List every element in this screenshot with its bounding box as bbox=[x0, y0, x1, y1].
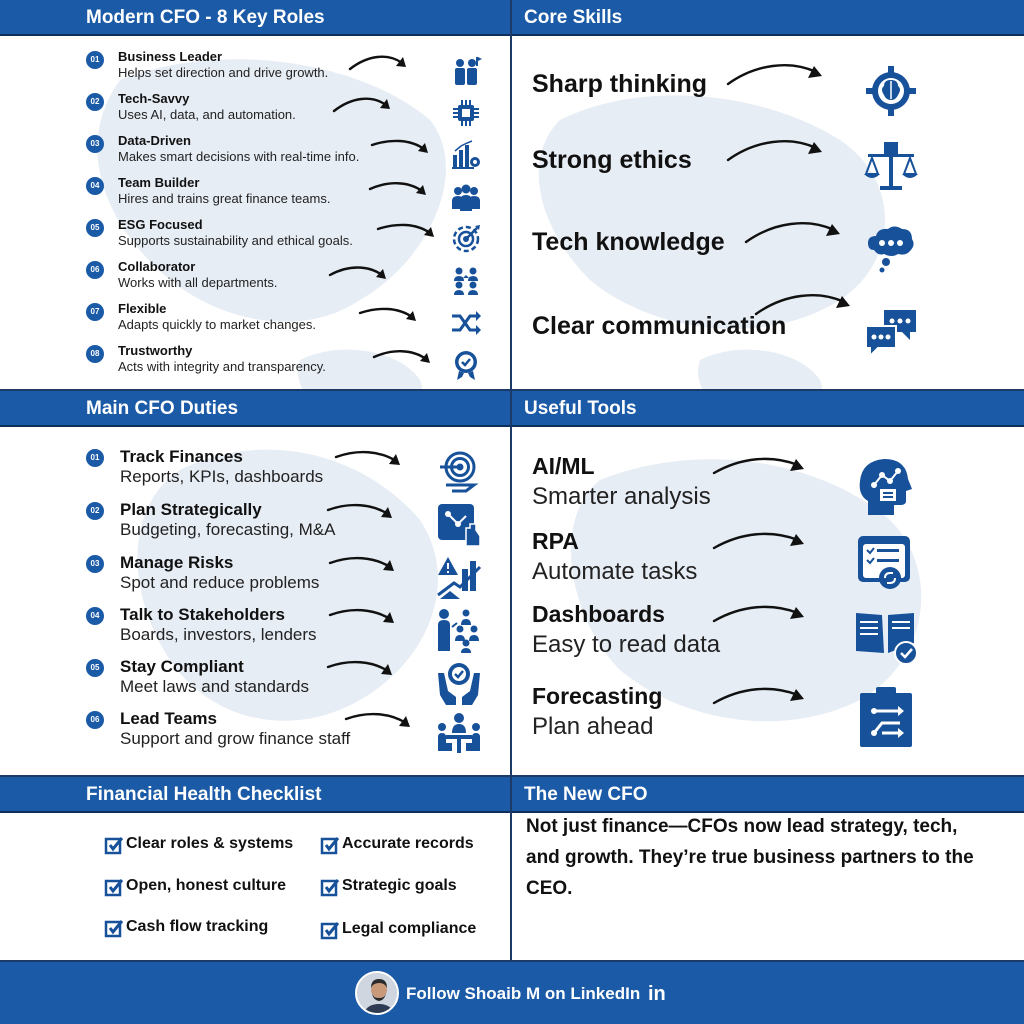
role-title: Trustworthy bbox=[118, 343, 193, 358]
skill-label: Clear communication bbox=[532, 312, 787, 340]
role-number: 02 bbox=[86, 93, 104, 111]
role-description: Supports sustainability and ethical goals. bbox=[118, 233, 353, 248]
compliance-hands-icon bbox=[436, 659, 482, 705]
chat-bubbles-icon bbox=[862, 304, 920, 362]
checkbox-icon bbox=[320, 920, 340, 940]
tool-title: Forecasting bbox=[532, 683, 663, 709]
target-track-icon bbox=[436, 449, 482, 495]
follow-link[interactable]: Follow Shoaib M on LinkedIn bbox=[406, 984, 641, 1003]
duty-number: 06 bbox=[86, 711, 104, 729]
role-title: Team Builder bbox=[118, 175, 200, 190]
role-description: Acts with integrity and transparency. bbox=[118, 359, 326, 374]
tool-title: AI/ML bbox=[532, 453, 595, 479]
arrow-icon bbox=[334, 447, 406, 473]
skills-panel bbox=[512, 0, 1024, 391]
checklist-label: Clear roles & systems bbox=[126, 835, 294, 852]
role-description: Makes smart decisions with real-time info. bbox=[118, 149, 360, 164]
arrow-icon bbox=[744, 216, 848, 250]
collaboration-icon bbox=[450, 265, 482, 297]
tool-description: Smarter analysis bbox=[532, 483, 711, 510]
checklist-label: Open, honest culture bbox=[126, 877, 287, 894]
skill-label: Strong ethics bbox=[532, 146, 692, 174]
duty-description: Support and grow finance staff bbox=[120, 729, 351, 748]
roles-panel-title: Modern CFO - 8 Key Roles bbox=[0, 0, 510, 36]
role-title: Collaborator bbox=[118, 259, 196, 274]
checkbox-icon bbox=[320, 877, 340, 897]
role-description: Uses AI, data, and automation. bbox=[118, 107, 296, 122]
skill-item bbox=[532, 134, 1012, 194]
duty-number: 04 bbox=[86, 607, 104, 625]
tool-title: Dashboards bbox=[532, 601, 665, 627]
arrow-icon bbox=[368, 177, 432, 203]
arrow-icon bbox=[326, 657, 398, 683]
chart-gear-icon bbox=[450, 139, 482, 171]
duty-number: 01 bbox=[86, 449, 104, 467]
tool-description: Automate tasks bbox=[532, 558, 698, 585]
arrow-icon bbox=[712, 683, 812, 713]
role-description: Hires and trains great finance teams. bbox=[118, 191, 331, 206]
tool-item bbox=[532, 453, 1012, 523]
checklist-panel bbox=[0, 777, 512, 962]
skill-label: Tech knowledge bbox=[532, 228, 725, 256]
tool-item bbox=[532, 683, 1012, 753]
tool-description: Easy to read data bbox=[532, 631, 721, 658]
duty-title: Lead Teams bbox=[120, 709, 218, 728]
duty-title: Plan Strategically bbox=[120, 500, 262, 519]
checklist-label: Accurate records bbox=[342, 835, 474, 852]
checklist-label: Legal compliance bbox=[342, 920, 477, 937]
stakeholders-icon bbox=[436, 607, 482, 653]
checkbox-icon bbox=[104, 877, 124, 897]
chip-icon bbox=[450, 97, 482, 129]
arrow-icon bbox=[754, 288, 858, 322]
role-number: 04 bbox=[86, 177, 104, 195]
duty-number: 05 bbox=[86, 659, 104, 677]
team-icon bbox=[450, 181, 482, 213]
arrow-icon bbox=[344, 709, 416, 735]
skills-panel-title: Core Skills bbox=[512, 0, 1024, 36]
duty-title: Stay Compliant bbox=[120, 657, 244, 676]
thought-cloud-icon bbox=[862, 220, 920, 278]
skill-item bbox=[532, 300, 1012, 360]
footer-bar bbox=[0, 962, 1024, 1024]
badge-check-icon bbox=[450, 349, 482, 381]
duty-description: Meet laws and standards bbox=[120, 677, 309, 696]
duty-description: Spot and reduce problems bbox=[120, 573, 320, 592]
ai-head-icon bbox=[854, 455, 918, 519]
role-title: ESG Focused bbox=[118, 217, 203, 232]
arrow-icon bbox=[370, 135, 434, 161]
open-book-check-icon bbox=[854, 603, 918, 667]
tool-description: Plan ahead bbox=[532, 713, 654, 740]
role-title: Business Leader bbox=[118, 49, 223, 64]
duty-number: 02 bbox=[86, 502, 104, 520]
role-title: Flexible bbox=[118, 301, 167, 316]
arrow-icon bbox=[726, 134, 830, 168]
duty-title: Manage Risks bbox=[120, 553, 234, 572]
team-meeting-icon bbox=[436, 711, 482, 757]
arrow-icon bbox=[712, 601, 812, 631]
role-number: 06 bbox=[86, 261, 104, 279]
arrow-icon bbox=[328, 261, 392, 287]
checklist-label: Strategic goals bbox=[342, 877, 457, 894]
role-number: 07 bbox=[86, 303, 104, 321]
role-number: 01 bbox=[86, 51, 104, 69]
checklist-panel-title: Financial Health Checklist bbox=[0, 777, 510, 813]
arrow-icon bbox=[376, 219, 440, 245]
duty-description: Budgeting, forecasting, M&A bbox=[120, 520, 336, 539]
checklist-label: Cash flow tracking bbox=[126, 918, 269, 935]
duty-title: Talk to Stakeholders bbox=[120, 605, 286, 624]
new-cfo-panel bbox=[512, 777, 1024, 962]
tool-title: RPA bbox=[532, 528, 579, 554]
role-title: Data-Driven bbox=[118, 133, 191, 148]
role-description: Helps set direction and drive growth. bbox=[118, 65, 329, 80]
arrow-icon bbox=[328, 605, 400, 631]
checkbox-icon bbox=[104, 918, 124, 938]
duty-description: Reports, KPIs, dashboards bbox=[120, 467, 324, 486]
role-number: 08 bbox=[86, 345, 104, 363]
target-icon bbox=[450, 223, 482, 255]
arrow-icon bbox=[328, 553, 400, 579]
tools-panel bbox=[512, 391, 1024, 777]
role-description: Works with all departments. bbox=[118, 275, 278, 290]
profile-photo-icon bbox=[357, 973, 399, 1015]
duty-number: 03 bbox=[86, 555, 104, 573]
tools-panel-title: Useful Tools bbox=[512, 391, 1024, 427]
skill-label: Sharp thinking bbox=[532, 70, 707, 98]
duties-panel bbox=[0, 391, 512, 777]
new-cfo-panel-title: The New CFO bbox=[512, 777, 1024, 813]
arrow-icon bbox=[372, 345, 436, 371]
arrow-icon bbox=[326, 500, 398, 526]
checkbox-icon bbox=[104, 835, 124, 855]
justice-scale-icon bbox=[862, 138, 920, 196]
linkedin-icon[interactable]: in bbox=[648, 983, 666, 1005]
role-title: Tech-Savvy bbox=[118, 91, 190, 106]
arrow-icon bbox=[726, 58, 830, 92]
arrow-icon bbox=[348, 51, 412, 77]
arrow-icon bbox=[712, 528, 812, 558]
brain-gear-icon bbox=[862, 62, 920, 120]
role-number: 03 bbox=[86, 135, 104, 153]
duties-panel-title: Main CFO Duties bbox=[0, 391, 510, 427]
duty-title: Track Finances bbox=[120, 447, 243, 466]
checkbox-icon bbox=[320, 835, 340, 855]
risk-chart-icon bbox=[436, 555, 482, 601]
arrow-icon bbox=[332, 93, 396, 119]
business-team-icon bbox=[450, 55, 482, 87]
role-number: 05 bbox=[86, 219, 104, 237]
automation-clipboard-icon bbox=[854, 530, 918, 594]
avatar[interactable] bbox=[355, 971, 399, 1015]
tool-item bbox=[532, 528, 1012, 598]
tool-item bbox=[532, 601, 1012, 671]
duty-description: Boards, investors, lenders bbox=[120, 625, 317, 644]
new-cfo-text: Not just finance—CFOs now lead strategy, tech, and growth. They’re true business partners to the CEO. bbox=[526, 816, 974, 899]
arrow-icon bbox=[712, 453, 812, 483]
roles-panel bbox=[0, 0, 512, 391]
skill-item bbox=[532, 58, 1012, 118]
arrow-icon bbox=[358, 303, 422, 329]
strategy-chess-icon bbox=[436, 502, 482, 548]
skill-item bbox=[532, 216, 1012, 276]
role-description: Adapts quickly to market changes. bbox=[118, 317, 316, 332]
forecast-clipboard-icon bbox=[854, 685, 918, 749]
shuffle-icon bbox=[450, 307, 482, 339]
